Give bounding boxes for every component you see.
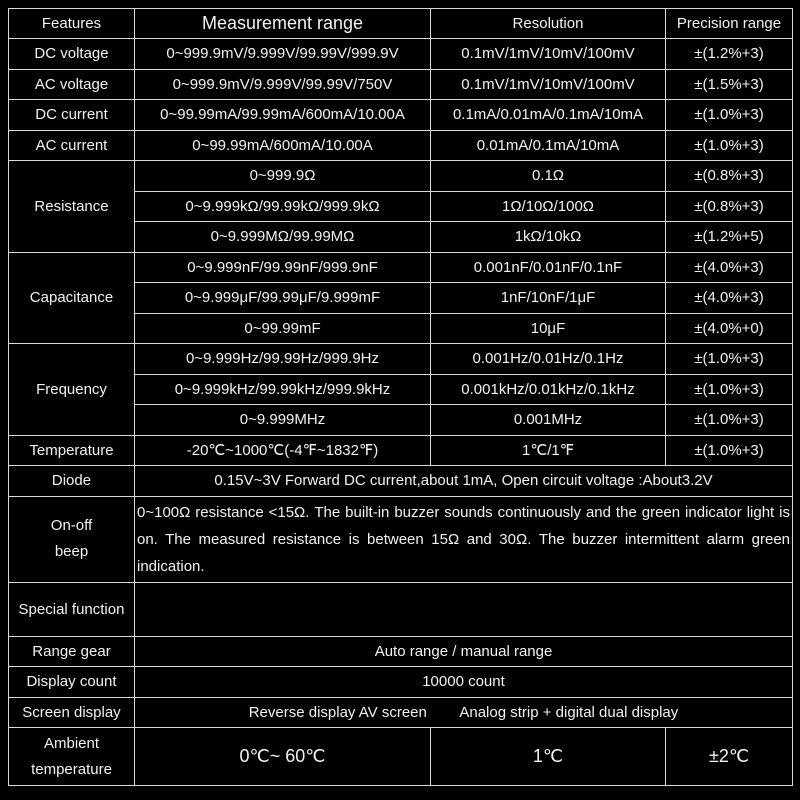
feature-label [9, 496, 135, 582]
table-row [9, 636, 793, 667]
precision-cell: ±(1.0%+3) [666, 435, 793, 466]
precision-cell: ±(1.0%+3) [666, 100, 793, 131]
feature-label: Capacitance [9, 252, 135, 344]
range-cell: 0~9.999MHz [135, 405, 431, 436]
precision-cell: ±(1.2%+5) [666, 222, 793, 253]
feature-label: DC current [9, 100, 135, 131]
feature-label-line2: beep [54, 543, 89, 560]
resolution-cell: 0.01mA/0.1mA/10mA [431, 130, 666, 161]
screen-display-value: Reverse display AV screen Analog strip + digital dual display [135, 697, 793, 728]
resolution-cell: 10μF [431, 313, 666, 344]
resolution-cell: 1℃/1℉ [431, 435, 666, 466]
resolution-cell: 1nF/10nF/1μF [431, 283, 666, 314]
precision-cell: ±(1.0%+3) [666, 405, 793, 436]
header-resolution: Resolution [431, 9, 666, 39]
resolution-cell: 0.001kHz/0.01kHz/0.1kHz [431, 374, 666, 405]
table-row [9, 252, 793, 283]
range-cell: 0~9.999kΩ/99.99kΩ/999.9kΩ [135, 191, 431, 222]
precision-cell: ±(1.0%+3) [666, 374, 793, 405]
resolution-cell: 1kΩ/10kΩ [431, 222, 666, 253]
precision-cell: ±(4.0%+3) [666, 283, 793, 314]
range-cell: 0~9.999μF/99.99μF/9.999mF [135, 283, 431, 314]
range-cell: 0~9.999Hz/99.99Hz/999.9Hz [135, 344, 431, 375]
precision-cell: ±(0.8%+3) [666, 191, 793, 222]
table-row [9, 728, 793, 786]
table-row [9, 344, 793, 375]
range-cell: 0~9.999nF/99.99nF/999.9nF [135, 252, 431, 283]
feature-label-line1: On-off [50, 517, 93, 534]
display-count-value: 10000 count [135, 667, 793, 698]
range-cell: 0~99.99mA/99.99mA/600mA/10.00A [135, 100, 431, 131]
table-row [9, 161, 793, 192]
resolution-cell: 1Ω/10Ω/100Ω [431, 191, 666, 222]
table-row [9, 100, 793, 131]
special-function-value [135, 582, 793, 636]
table-row [9, 582, 793, 636]
feature-label: Range gear [9, 636, 135, 667]
resolution-cell: 0.001Hz/0.01Hz/0.1Hz [431, 344, 666, 375]
range-gear-value: Auto range / manual range [135, 636, 793, 667]
feature-label: Temperature [9, 435, 135, 466]
feature-label: Resistance [9, 161, 135, 253]
resolution-cell: 0.001MHz [431, 405, 666, 436]
range-cell: 0℃~ 60℃ [135, 728, 431, 786]
diode-description: 0.15V~3V Forward DC current,about 1mA, Open circuit voltage :About3.2V [135, 466, 793, 497]
table-row [9, 667, 793, 698]
feature-label-line1: Ambient [43, 734, 100, 752]
table-row [9, 496, 793, 582]
specifications-table [8, 8, 793, 786]
range-cell: 0~99.99mA/600mA/10.00A [135, 130, 431, 161]
range-cell: 0~9.999MΩ/99.99MΩ [135, 222, 431, 253]
table-row [9, 130, 793, 161]
range-cell: 0~999.9mV/9.999V/99.99V/999.9V [135, 39, 431, 70]
range-cell: 0~9.999kHz/99.99kHz/999.9kHz [135, 374, 431, 405]
range-cell: 0~999.9mV/9.999V/99.99V/750V [135, 69, 431, 100]
header-features: Features [9, 9, 135, 39]
precision-cell: ±(0.8%+3) [666, 161, 793, 192]
table-row [9, 69, 793, 100]
precision-cell: ±(4.0%+3) [666, 252, 793, 283]
table-row [9, 435, 793, 466]
header-precision-range: Precision range [666, 9, 793, 39]
table-row [9, 697, 793, 728]
table-row [9, 466, 793, 497]
precision-cell: ±(1.0%+3) [666, 344, 793, 375]
header-row [9, 9, 793, 39]
precision-cell: ±(1.0%+3) [666, 130, 793, 161]
range-cell: 0~999.9Ω [135, 161, 431, 192]
header-measurement-range: Measurement range [135, 9, 431, 39]
resolution-cell: 0.1mA/0.01mA/0.1mA/10mA [431, 100, 666, 131]
feature-label: DC voltage [9, 39, 135, 70]
precision-cell: ±(4.0%+0) [666, 313, 793, 344]
feature-label: AC current [9, 130, 135, 161]
range-cell: -20℃~1000℃(-4℉~1832℉) [135, 435, 431, 466]
resolution-cell: 0.1Ω [431, 161, 666, 192]
feature-label: Frequency [9, 344, 135, 436]
feature-label: Diode [9, 466, 135, 497]
feature-label [9, 728, 135, 786]
feature-label: Special function [9, 582, 135, 636]
feature-label-line2: temperature [31, 760, 112, 778]
resolution-cell: 0.1mV/1mV/10mV/100mV [431, 39, 666, 70]
feature-label: Display count [9, 667, 135, 698]
precision-cell: ±(1.5%+3) [666, 69, 793, 100]
resolution-cell: 0.1mV/1mV/10mV/100mV [431, 69, 666, 100]
resolution-cell: 1℃ [431, 728, 666, 786]
range-cell: 0~99.99mF [135, 313, 431, 344]
feature-label: Screen display [9, 697, 135, 728]
beep-description: 0~100Ω resistance <15Ω. The built-in buzzer sounds continuously and the green indicator light is on. The measured resistance is between 15Ω and 30Ω. The buzzer intermittent alarm green indication. [135, 496, 793, 582]
resolution-cell: 0.001nF/0.01nF/0.1nF [431, 252, 666, 283]
precision-cell: ±2℃ [666, 728, 793, 786]
feature-label: AC voltage [9, 69, 135, 100]
precision-cell: ±(1.2%+3) [666, 39, 793, 70]
table-row [9, 39, 793, 70]
